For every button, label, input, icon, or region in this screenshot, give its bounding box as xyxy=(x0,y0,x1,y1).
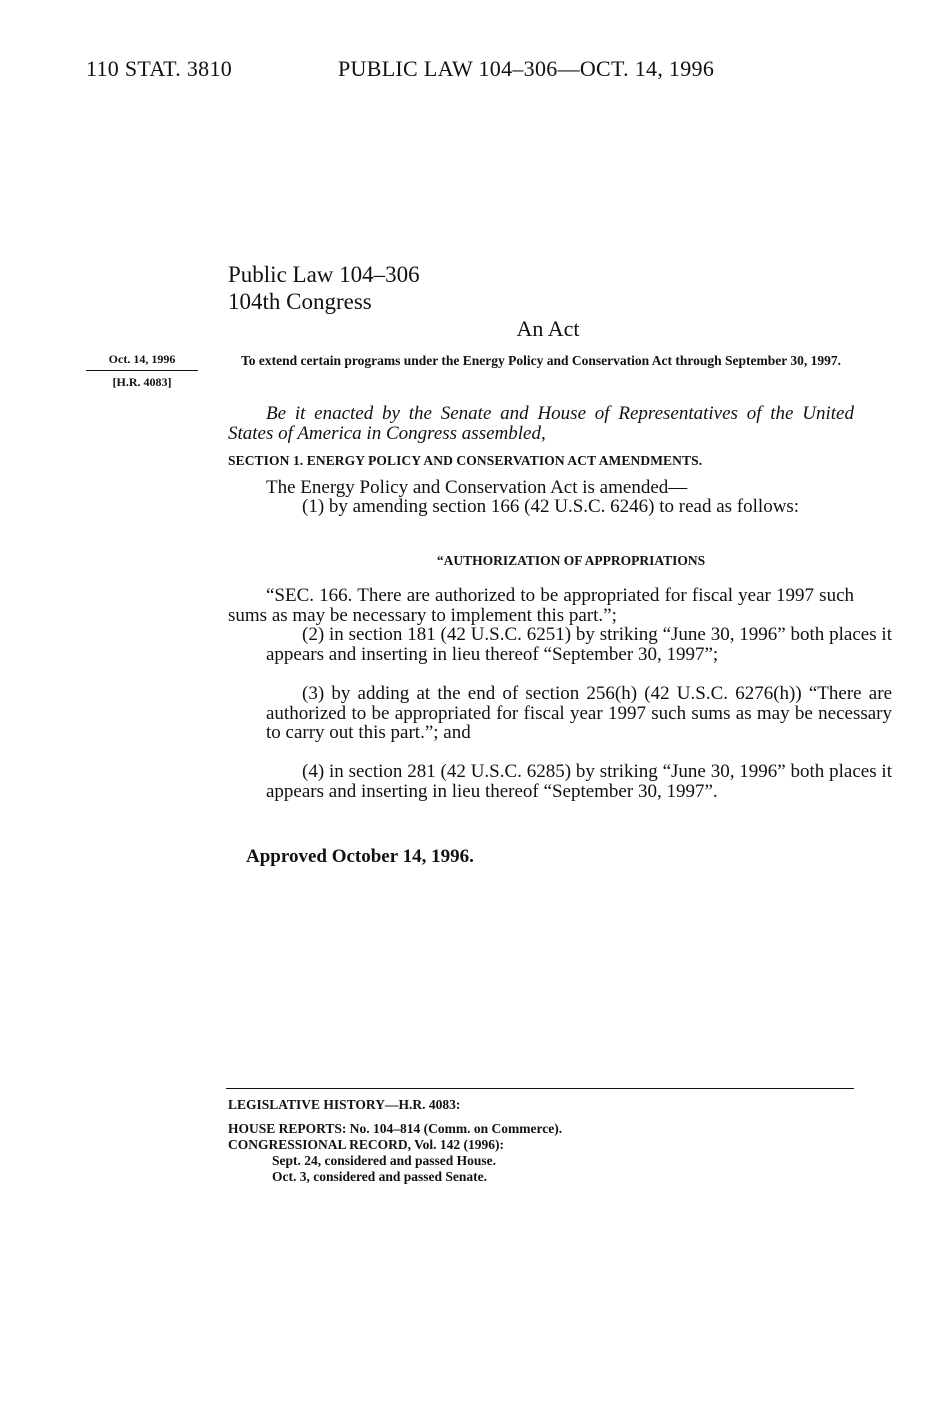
running-title: PUBLIC LAW 104–306—OCT. 14, 1996 xyxy=(338,56,715,81)
house-action: Sept. 24, considered and passed House. xyxy=(272,1153,497,1168)
statute-page-number: 110 STAT. 3810 xyxy=(86,56,233,81)
public-law-title: Public Law 104–306 xyxy=(228,262,420,287)
margin-bill-number: [H.R. 4083] xyxy=(112,375,172,389)
congressional-record: CONGRESSIONAL RECORD, Vol. 142 (1996): xyxy=(228,1137,505,1152)
legislative-history-divider xyxy=(226,1088,854,1089)
quoted-section-166: “SEC. 166. There are authorized to be appropriated for fiscal year 1997 such sums as may be necessary to implement this part.”; xyxy=(228,585,854,626)
quoted-section-heading: “AUTHORIZATION OF APPROPRIATIONS xyxy=(436,553,706,568)
senate-action: Oct. 3, considered and passed Senate. xyxy=(272,1169,488,1184)
act-heading: An Act xyxy=(516,316,580,341)
approval-date: Approved October 14, 1996. xyxy=(246,846,474,867)
house-reports: HOUSE REPORTS: No. 104–814 (Comm. on Commerce). xyxy=(228,1121,563,1136)
enacting-clause: Be it enacted by the Senate and House of Representatives of the United States of America in Congress assembled, xyxy=(228,403,854,444)
margin-date: Oct. 14, 1996 xyxy=(86,352,198,371)
section-heading: SECTION 1. ENERGY POLICY AND CONSERVATION ACT AMENDMENTS. xyxy=(228,453,703,468)
legislative-history-title: LEGISLATIVE HISTORY—H.R. 4083: xyxy=(228,1097,461,1112)
section-intro: The Energy Policy and Conservation Act is amended— xyxy=(266,477,688,498)
paragraph-3: (3) by adding at the end of section 256(h) (42 U.S.C. 6276(h)) “There are authorized to be appropriated for fiscal year 1997 such sums as may be necessary to carry out this part.”; and xyxy=(266,683,892,743)
act-purpose: To extend certain programs under the Energy Policy and Conservation Act through September 30, 1997. xyxy=(241,353,841,368)
paragraph-2: (2) in section 181 (42 U.S.C. 6251) by striking “June 30, 1996” both places it appears and inserting in lieu thereof “September 30, 1997”; xyxy=(266,624,892,665)
paragraph-4: (4) in section 281 (42 U.S.C. 6285) by striking “June 30, 1996” both places it appears and inserting in lieu thereof “September 30, 1997”. xyxy=(266,761,892,802)
congress-number: 104th Congress xyxy=(228,289,372,314)
paragraph-1: (1) by amending section 166 (42 U.S.C. 6246) to read as follows: xyxy=(302,496,800,517)
